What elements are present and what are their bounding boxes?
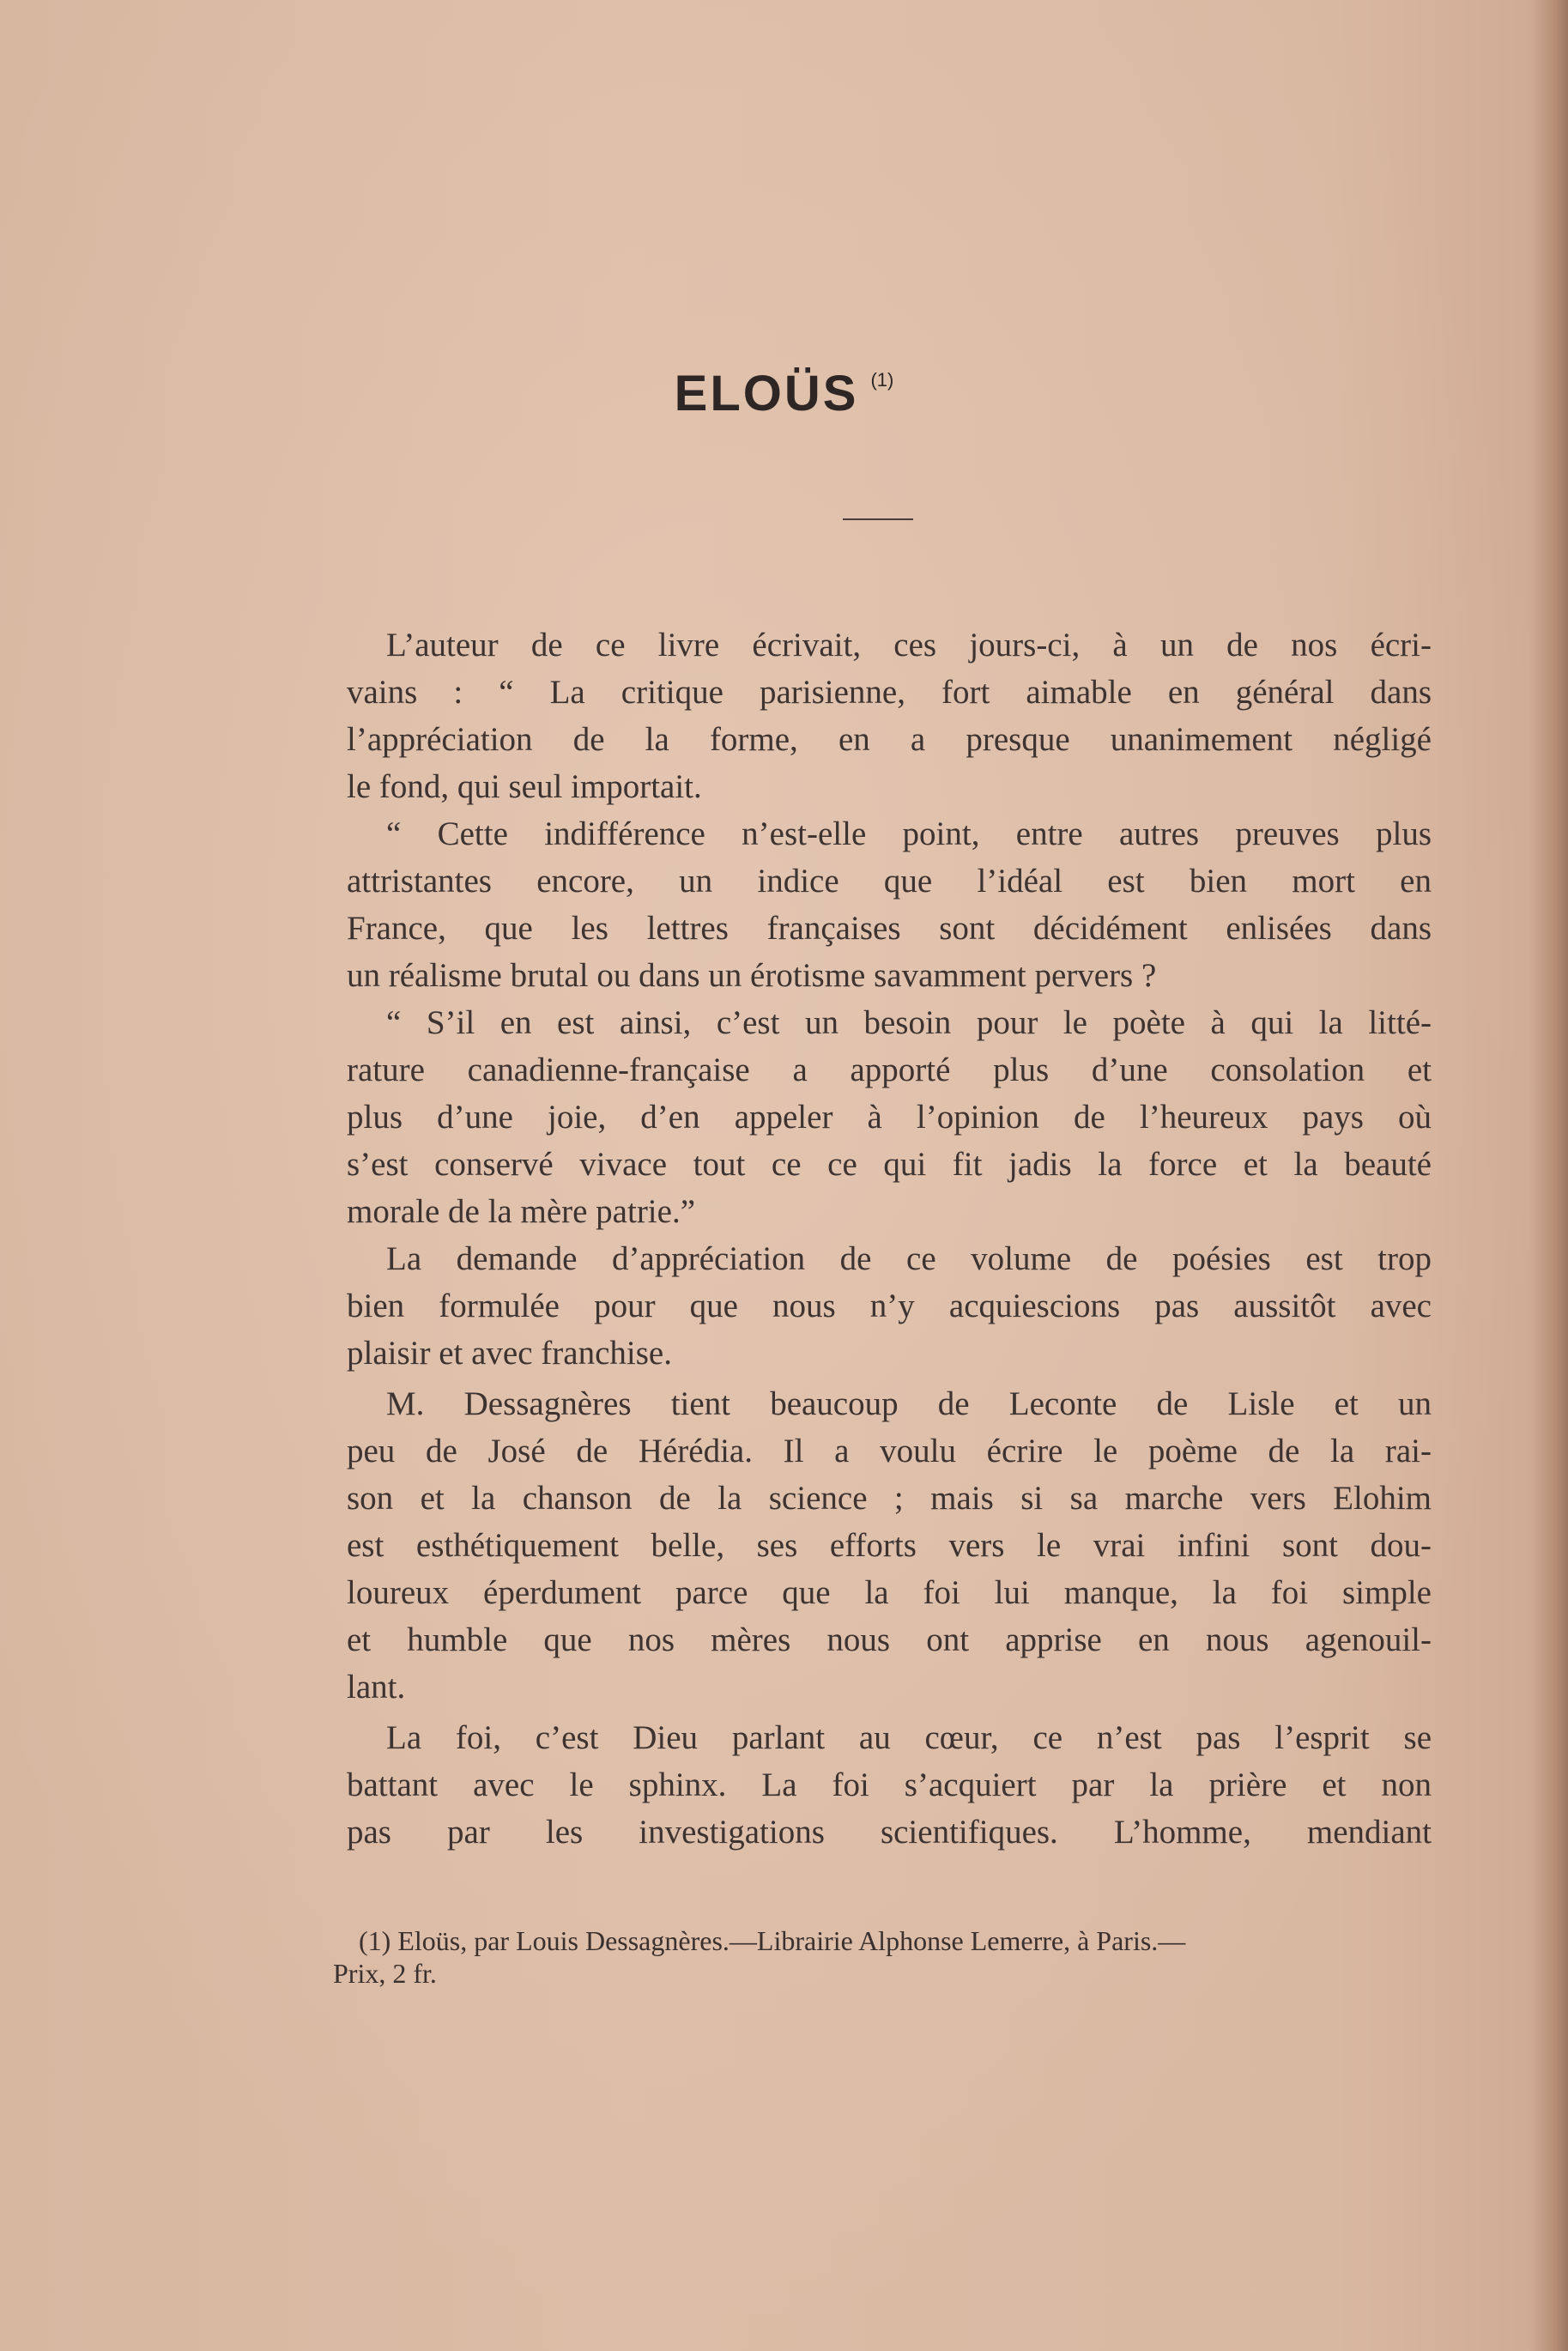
text-line: “ Cette indifférence n’est-elle point, entre autres preuves plus [386,815,1432,852]
text-line: “ S’il en est ainsi, c’est un besoin pour le poète à qui la litté- [386,1004,1432,1041]
text-line: attristantes encore, un indice que l’idéal est bien mort en [347,863,1432,900]
text-line: peu de José de Hérédia. Il a voulu écrire le poème de la rai- [347,1433,1432,1469]
footnote-line: Prix, 2 fr. [333,1958,437,1989]
text-line: loureux éperdument parce que la foi lui manque, la foi simple [347,1574,1432,1611]
text-line: France, que les lettres françaises sont décidément enlisées dans [347,910,1432,947]
body-text [347,621,1432,1856]
title-text: ELOÜS [674,366,859,421]
text-line: morale de la mère patrie.” [347,1193,696,1230]
text-line: bien formulée pour que nous n’y acquiescions pas aussitôt avec [347,1288,1432,1324]
page-title [0,365,1568,422]
book-spine-shadow [1529,0,1568,2351]
text-line: s’est conservé vivace tout ce ce qui fit jadis la force et la beauté [347,1146,1432,1183]
text-line: est esthétiquement belle, ses efforts vers le vrai infini sont dou- [347,1527,1432,1564]
text-line: rature canadienne-française a apporté plus d’une consolation et [347,1051,1432,1088]
text-line: pas par les investigations scientifiques. L’homme, mendiant [347,1814,1432,1851]
text-line: plus d’une joie, d’en appeler à l’opinion de l’heureux pays où [347,1099,1432,1136]
text-line: son et la chanson de la science ; mais si sa marche vers Elohim [347,1480,1432,1517]
text-line: battant avec le sphinx. La foi s’acquiert par la prière et non [347,1766,1432,1803]
footnote [333,1924,1433,1990]
title-footnote-marker: (1) [870,369,894,391]
text-line: La foi, c’est Dieu parlant au cœur, ce n’est pas l’esprit se [386,1719,1432,1756]
text-line: le fond, qui seul importait. [347,768,702,805]
text-line: l’appréciation de la forme, en a presque unanimement négligé [347,721,1432,758]
text-line: plaisir et avec franchise. [347,1335,672,1372]
text-line: L’auteur de ce livre écrivait, ces jours-ci, à un de nos écri- [386,627,1432,663]
text-line: un réalisme brutal ou dans un érotisme savamment pervers ? [347,957,1157,994]
text-line: et humble que nos mères nous ont apprise en nous agenouil- [347,1621,1432,1658]
text-line: La demande d’appréciation de ce volume de poésies est trop [386,1240,1432,1277]
text-line: vains : “ La critique parisienne, fort aimable en général dans [347,674,1432,711]
footnote-line: (1) Eloüs, par Louis Dessagnères.—Librairie Alphonse Lemerre, à Paris.— [359,1925,1186,1956]
title-separator-rule [843,518,913,520]
text-line: M. Dessagnères tient beaucoup de Leconte de Lisle et un [386,1385,1432,1422]
text-line: lant. [347,1669,406,1706]
